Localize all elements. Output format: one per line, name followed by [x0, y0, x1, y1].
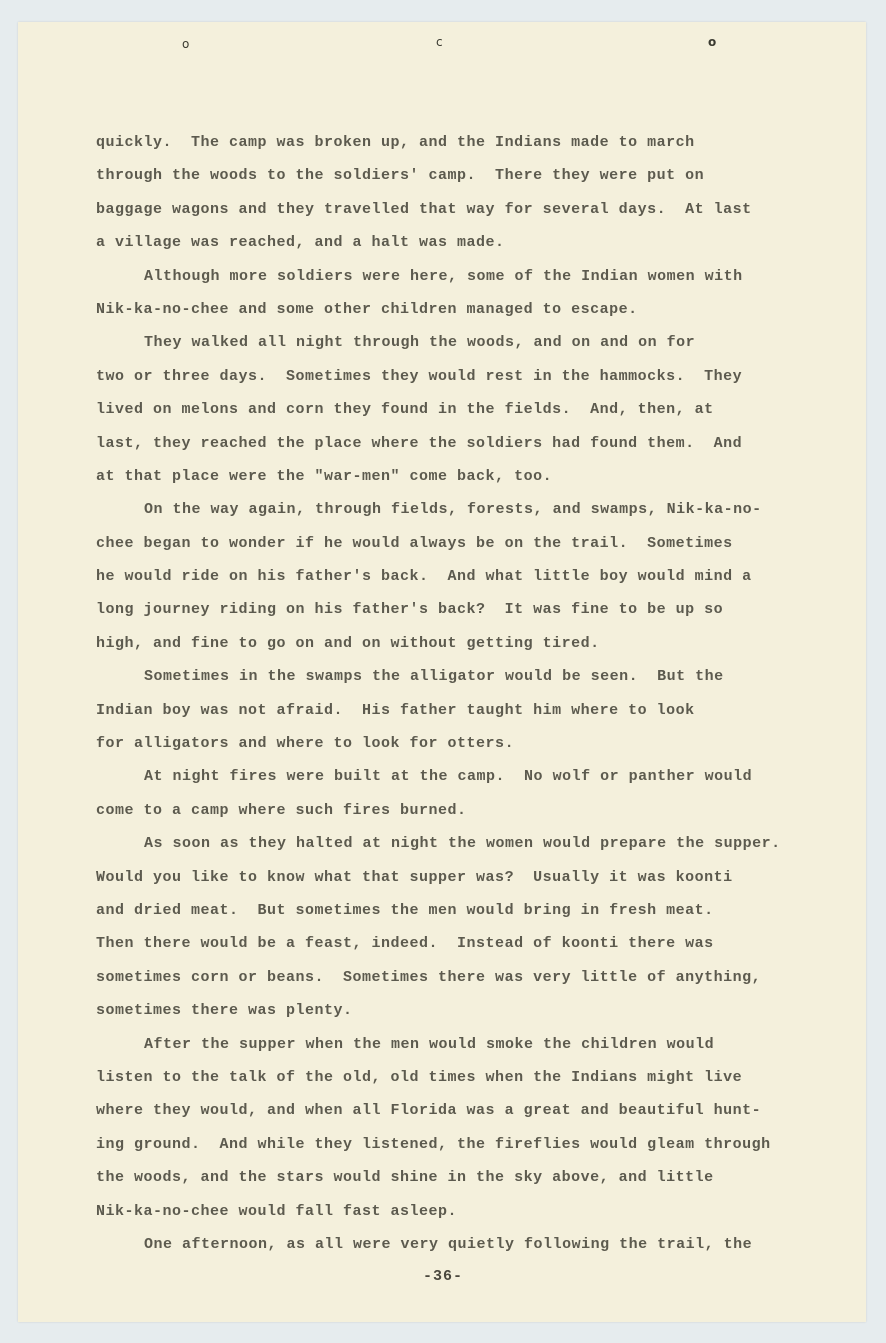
text-line: baggage wagons and they travelled that way for several days. At last — [96, 200, 752, 218]
text-line: the woods, and the stars would shine in the sky above, and little — [96, 1169, 714, 1187]
punch-hole-mark-center: c — [436, 35, 443, 49]
paragraph — [96, 326, 826, 493]
paragraph — [96, 1028, 826, 1228]
paragraph — [96, 260, 826, 327]
paragraph — [96, 493, 826, 660]
text-line: As soon as they halted at night the women would prepare the supper. — [144, 835, 781, 853]
text-line: sometimes there was plenty. — [96, 1002, 353, 1020]
paragraph — [96, 126, 826, 260]
document-body — [96, 126, 826, 1261]
paragraph — [96, 827, 826, 1027]
text-line: for alligators and where to look for otters. — [96, 735, 515, 753]
paragraph — [96, 660, 826, 760]
text-line: quickly. The camp was broken up, and the Indians made to march — [96, 134, 695, 151]
text-line: Although more soldiers were here, some of the Indian women with — [144, 267, 743, 285]
page-number: -36- — [422, 1268, 463, 1285]
text-line: Then there would be a feast, indeed. Instead of koonti there was — [96, 935, 714, 953]
text-line: Sometimes in the swamps the alligator would be seen. But the — [144, 668, 724, 686]
text-line: come to a camp where such fires burned. — [96, 801, 467, 819]
text-line: where they would, and when all Florida was a great and beautiful hunt- — [96, 1102, 762, 1120]
text-line: and dried meat. But sometimes the men would bring in fresh meat. — [96, 901, 714, 919]
text-line: long journey riding on his father's back? It was fine to be up so — [96, 601, 724, 619]
text-line: sometimes corn or beans. Sometimes there was very little of anything, — [96, 968, 762, 986]
text-line: After the supper when the men would smoke the children would — [144, 1035, 715, 1053]
text-line: Nik-ka-no-chee and some other children managed to escape. — [96, 300, 638, 318]
text-line: at that place were the "war-men" come back, too. — [96, 467, 553, 485]
text-line: listen to the talk of the old, old times when the Indians might live — [96, 1068, 743, 1086]
text-line: One afternoon, as all were very quietly following the trail, the — [144, 1235, 753, 1253]
paragraph — [96, 760, 826, 827]
text-line: two or three days. Sometimes they would rest in the hammocks. They — [96, 367, 743, 385]
text-line: Nik-ka-no-chee would fall fast asleep. — [96, 1202, 458, 1220]
text-line: through the woods to the soldiers' camp. There they were put on — [96, 167, 705, 185]
text-line: a village was reached, and a halt was made. — [96, 234, 505, 252]
text-line: Would you like to know what that supper was? Usually it was koonti — [96, 868, 733, 886]
text-line: Indian boy was not afraid. His father taught him where to look — [96, 701, 695, 719]
text-line: They walked all night through the woods, and on and on for — [144, 334, 696, 352]
text-line: he would ride on his father's back. And what little boy would mind a — [96, 568, 752, 586]
text-line: lived on melons and corn they found in the fields. And, then, at — [96, 401, 714, 419]
punch-hole-mark-right: o — [708, 35, 717, 49]
text-line: On the way again, through fields, forests, and swamps, Nik-ka-no- — [144, 501, 762, 519]
text-line: ing ground. And while they listened, the fireflies would gleam through — [96, 1135, 771, 1153]
text-line: chee began to wonder if he would always be on the trail. Sometimes — [96, 534, 733, 552]
text-line: last, they reached the place where the soldiers had found them. And — [96, 434, 743, 452]
text-line: At night fires were built at the camp. No wolf or panther would — [144, 768, 753, 786]
paragraph — [96, 1228, 826, 1261]
punch-hole-mark-left: o — [182, 37, 190, 51]
text-line: high, and fine to go on and on without getting tired. — [96, 634, 600, 652]
